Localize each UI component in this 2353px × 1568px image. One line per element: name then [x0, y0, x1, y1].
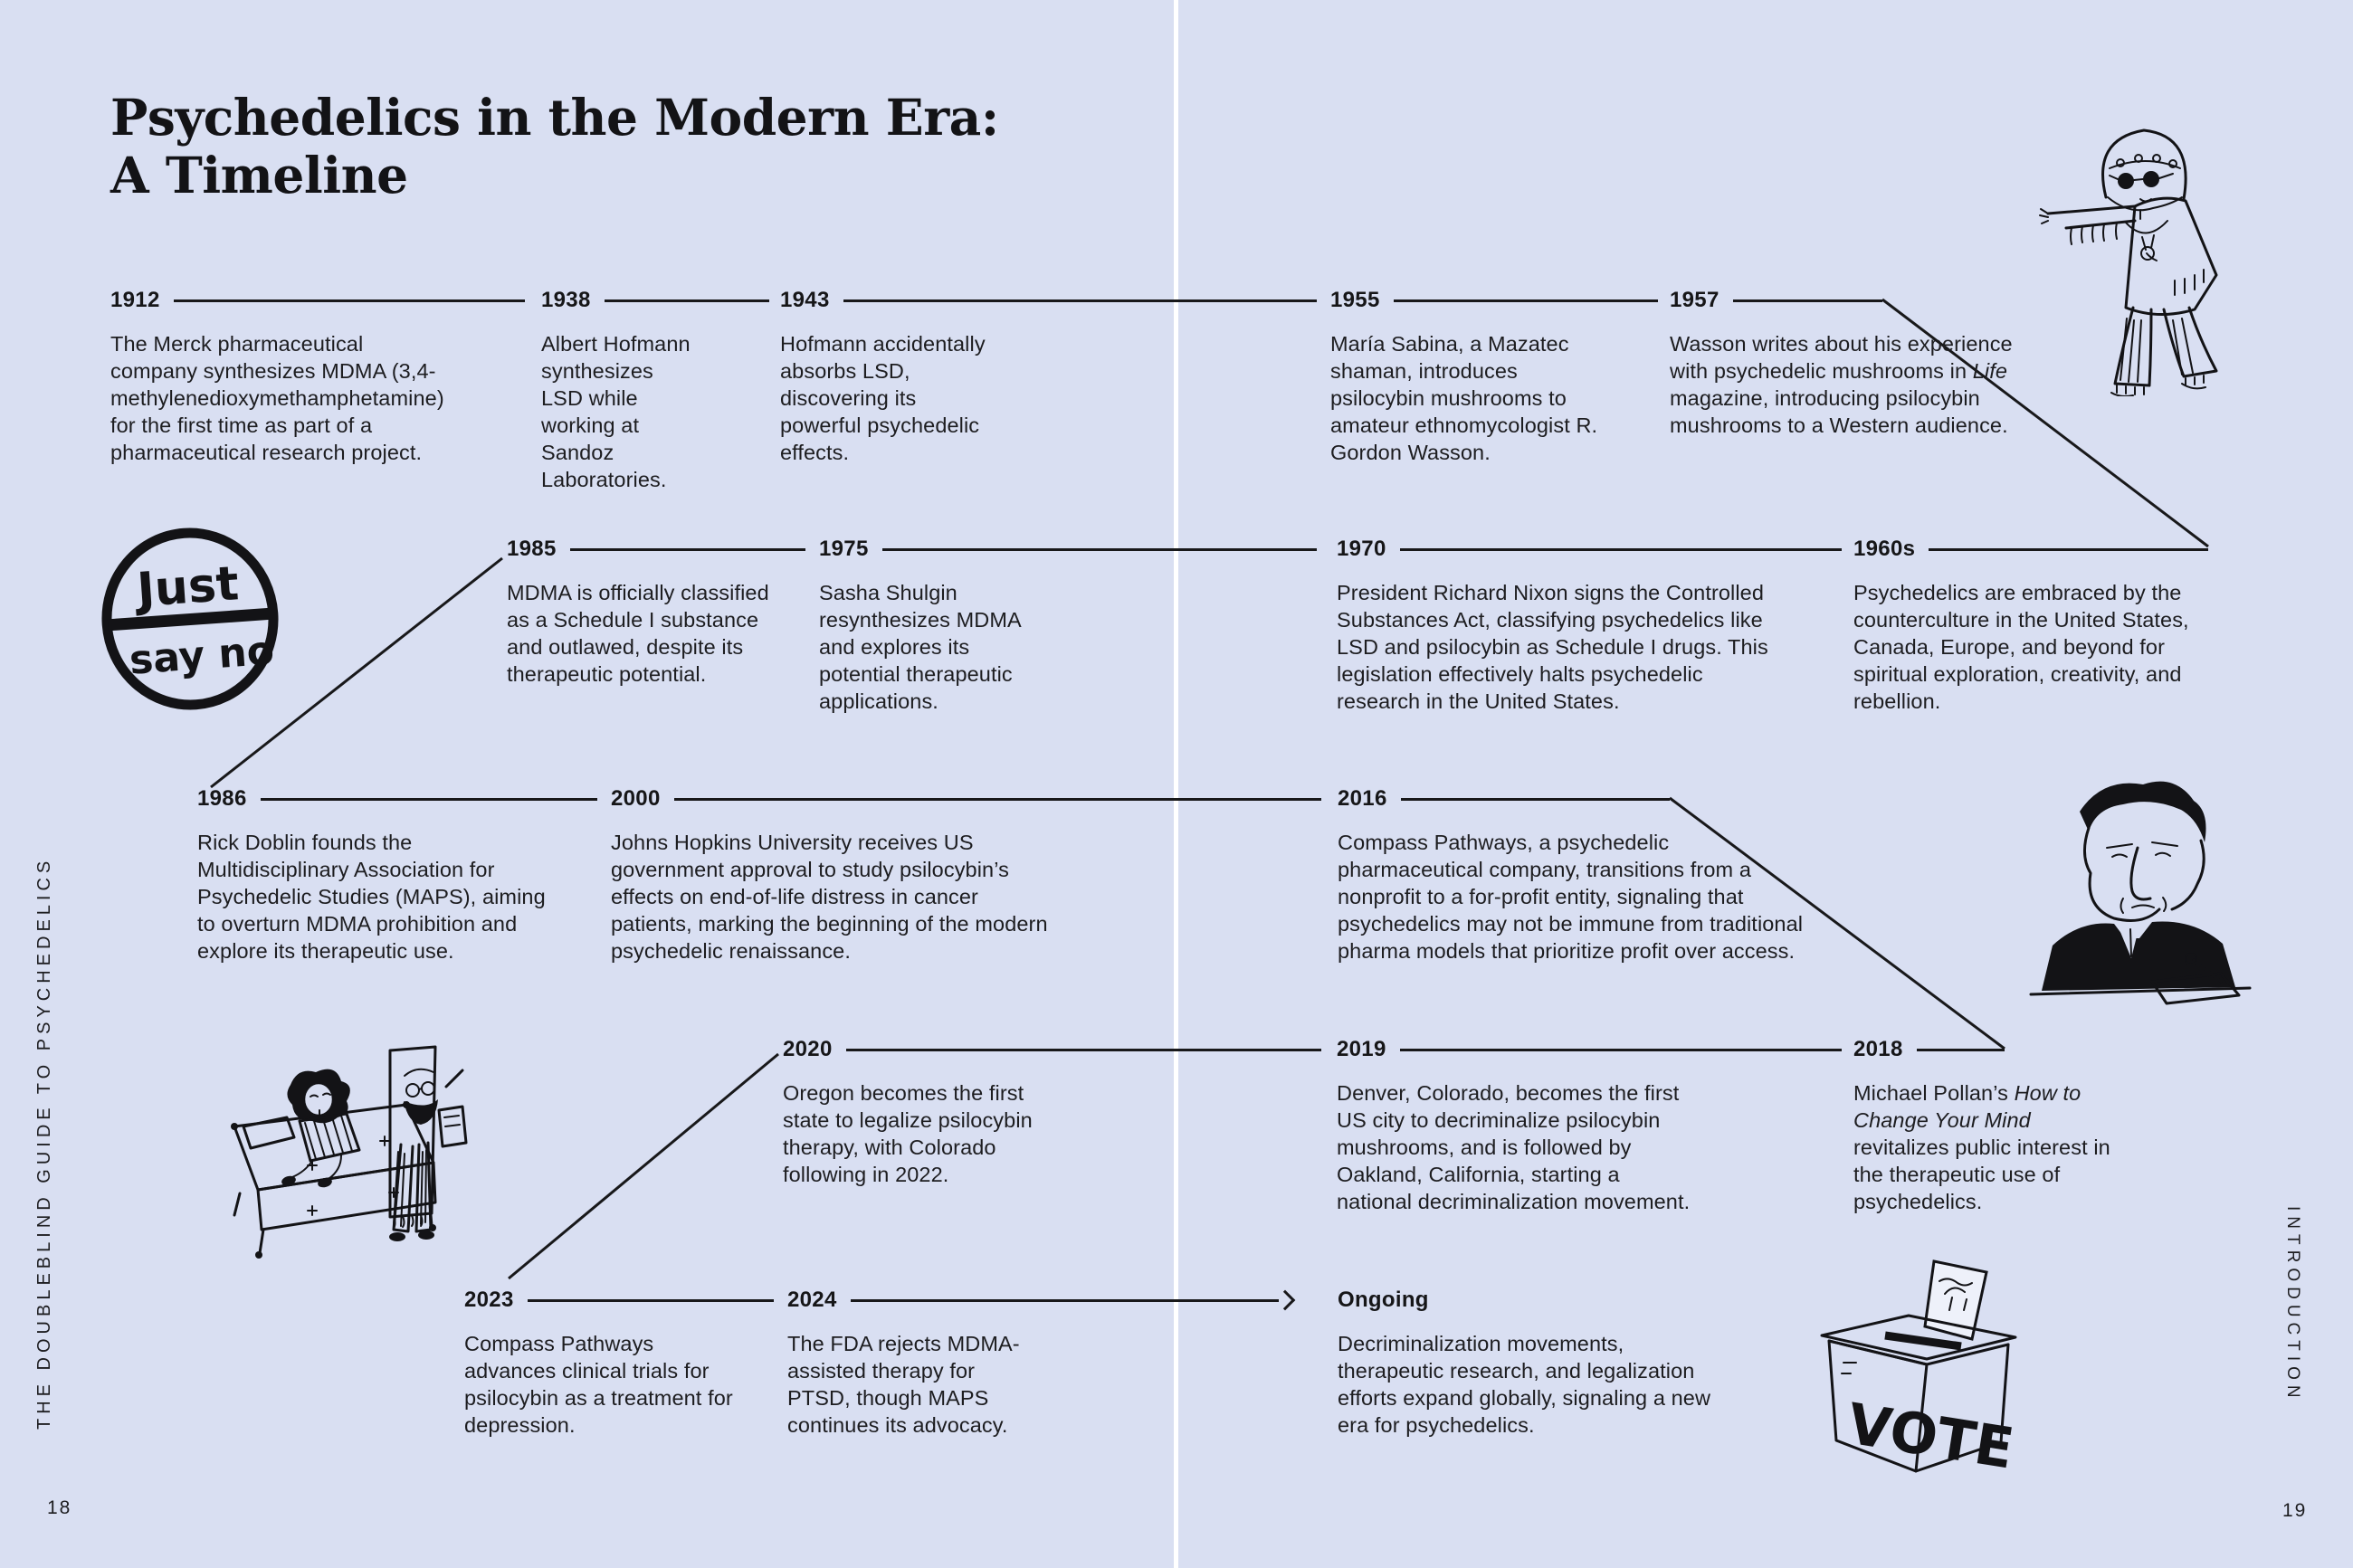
- timeline-entry-1938: [541, 287, 769, 493]
- timeline-entry-2019: [1337, 1036, 1842, 1215]
- timeline-year-row: [1853, 1036, 2005, 1063]
- doctor-glasses: [406, 1084, 419, 1097]
- timeline-entry-text: President Richard Nixon signs the Controlled Substances Act, classifying psychedelics like LSD and psilocybin as Schedule I drugs. This legislation effectively halts psychedelic research in the United States.: [1337, 581, 1768, 713]
- timeline-year-label: 2023: [464, 1288, 514, 1312]
- politician-signing-illustration: [2016, 765, 2262, 1029]
- timeline-entry-text: Albert Hofmann synthesizes LSD while working at Sandoz Laboratories.: [541, 332, 691, 491]
- timeline-entry-1943: [780, 287, 1317, 466]
- timeline-entry-text: Oregon becomes the first state to legalize psilocybin therapy, with Colorado following in 2022.: [783, 1081, 1033, 1186]
- timeline-year-row: [507, 536, 805, 563]
- timeline-year-row: [787, 1287, 1292, 1314]
- timeline-year-row: [1337, 536, 1842, 563]
- timeline-entry-text: Decriminalization movements, therapeutic research, and legalization efforts expand globally, signaling a new era for psychedelics.: [1338, 1332, 1711, 1437]
- timeline-rule-line: [1929, 548, 2208, 551]
- timeline-rule-line: [1401, 798, 1670, 801]
- timeline-year-row: [464, 1287, 774, 1314]
- timeline-year-row: [541, 287, 769, 314]
- timeline-rule-line: [1394, 299, 1658, 302]
- timeline-rule-line: [1917, 1049, 2005, 1051]
- timeline-entry-text: Psychedelics are embraced by the counterculture in the United States, Canada, Europe, and beyond for spiritual exploration, creativity, and rebellion.: [1853, 581, 2189, 713]
- timeline-year-row: [819, 536, 1317, 563]
- timeline-entry-ongoing: [1338, 1287, 1711, 1439]
- timeline-entry-1986: [197, 785, 597, 965]
- timeline-rule-line: [570, 548, 805, 551]
- timeline-entry-2023: [464, 1287, 774, 1439]
- timeline-entry-text: Wasson writes about his experience with psychedelic mushrooms in Life magazine, introducing psilocybin mushrooms to a Western audience.: [1670, 332, 2013, 437]
- timeline-entry-text: Compass Pathways, a psychedelic pharmaceutical company, transitions from a nonprofit to a for-profit entity, signaling that psychedelics may not be immune from traditional pharma models that prioritize profit over access.: [1338, 831, 1804, 963]
- timeline-year-label: 1938: [541, 288, 591, 312]
- timeline-year-row: [780, 287, 1317, 314]
- timeline-year-label: 1912: [110, 288, 160, 312]
- timeline-year-label: 1986: [197, 786, 247, 811]
- timeline-rule-line: [1733, 299, 1882, 302]
- ballot-paper: [1925, 1261, 1986, 1339]
- politician-hair: [2080, 782, 2206, 842]
- timeline-entry-text: The FDA rejects MDMA-assisted therapy for PTSD, though MAPS continues its advocacy.: [787, 1332, 1020, 1437]
- timeline-rule-line: [174, 299, 525, 302]
- politician-suit: [2042, 922, 2235, 992]
- timeline-entry-2016: [1338, 785, 1804, 965]
- timeline-year-row: [783, 1036, 1321, 1063]
- timeline-rule-line: [882, 548, 1317, 551]
- badge-text-top: Just: [135, 556, 241, 618]
- timeline-entry-text: María Sabina, a Mazatec shaman, introduces psilocybin mushrooms to amateur ethnomycologist R. Gordon Wasson.: [1330, 332, 1598, 464]
- timeline-entry-1985: [507, 536, 805, 688]
- timeline-entry-text: Michael Pollan’s How to Change Your Mind revitalizes public interest in the therapeutic use of psychedelics.: [1853, 1081, 2110, 1213]
- timeline-entry-text: Hofmann accidentally absorbs LSD, discovering its powerful psychedelic effects.: [780, 332, 986, 464]
- timeline-year-row: [1853, 536, 2208, 563]
- timeline-entry-1970: [1337, 536, 1842, 715]
- badge-text-bottom: say no: [128, 627, 276, 684]
- page-number-right: 19: [2282, 1500, 2308, 1521]
- ballot-box-label: VOTE: [1843, 1390, 2019, 1482]
- timeline-entry-text: Johns Hopkins University receives US government approval to study psilocybin’s effects on end-of-life distress in cancer patients, marking the beginning of the modern psychedelic renaissance.: [611, 831, 1048, 963]
- spine-text-right: INTRODUCTION: [2283, 1206, 2302, 1403]
- ballot-slot: [1885, 1335, 1961, 1346]
- timeline-year-label: 2020: [783, 1037, 833, 1061]
- timeline-rule-line: [528, 1299, 774, 1302]
- just-say-no-badge: [100, 527, 281, 712]
- timeline-year-label: 1943: [780, 288, 830, 312]
- timeline-rule-line: [605, 299, 769, 302]
- page-title-line-2: A Timeline: [110, 146, 408, 204]
- timeline-year-row: [1670, 287, 1882, 314]
- timeline-entry-1912: [110, 287, 525, 466]
- page-title: [110, 89, 999, 204]
- timeline-year-label: 1960s: [1853, 537, 1916, 561]
- timeline-entry-2020: [783, 1036, 1321, 1188]
- timeline-year-row: [1338, 785, 1670, 813]
- timeline-year-label: 2024: [787, 1288, 837, 1312]
- page-number-left: 18: [47, 1497, 72, 1518]
- timeline-year-row: [1338, 1287, 1537, 1314]
- timeline-rule-line: [1400, 1049, 1842, 1051]
- timeline-entry-text: MDMA is officially classified as a Schedule I substance and outlawed, despite its therapeutic potential.: [507, 581, 769, 686]
- timeline-year-row: [1337, 1036, 1842, 1063]
- timeline-rule-line: [846, 1049, 1321, 1051]
- timeline-rule-line: [1400, 548, 1842, 551]
- timeline-year-label: 1985: [507, 537, 557, 561]
- timeline-rule-line: [261, 798, 597, 801]
- timeline-entry-2018: [1853, 1036, 2110, 1215]
- therapy-session-illustration: [204, 1025, 475, 1271]
- timeline-entry-1975: [819, 536, 1317, 715]
- timeline-year-row: [110, 287, 525, 314]
- hippie-hair: [2103, 130, 2186, 199]
- timeline-entry-text: The Merck pharmaceutical company synthesizes MDMA (3,4-methylenedioxymethamphetamine) for the first time as part of a pharmaceutical research project.: [110, 332, 444, 464]
- timeline-year-label: 2019: [1337, 1037, 1386, 1061]
- hippie-figure-illustration: [2039, 116, 2247, 396]
- doctor-pen: [446, 1070, 462, 1087]
- page-title-line-1: Psychedelics in the Modern Era:: [110, 88, 999, 147]
- timeline-entry-1960s: [1853, 536, 2208, 715]
- timeline-year-row: [611, 785, 1321, 813]
- timeline-rule-line: [843, 299, 1317, 302]
- timeline-entry-1955: [1330, 287, 1658, 466]
- timeline-year-label: 1955: [1330, 288, 1380, 312]
- ballot-box-illustration: [1798, 1254, 2043, 1486]
- timeline-entry-text: Sasha Shulgin resynthesizes MDMA and explores its potential therapeutic applications.: [819, 581, 1021, 713]
- timeline-rule-line: [674, 798, 1321, 801]
- timeline-entry-2024: [787, 1287, 1292, 1439]
- timeline-entry-text: Rick Doblin founds the Multidisciplinary Association for Psychedelic Studies (MAPS), aiming to overturn MDMA prohibition and explore its therapeutic use.: [197, 831, 546, 963]
- spine-text-left: THE DOUBLEBLIND GUIDE TO PSYCHEDELICS: [34, 856, 54, 1430]
- timeline-year-label: 1957: [1670, 288, 1720, 312]
- timeline-year-label: 2000: [611, 786, 661, 811]
- timeline-year-label: 2016: [1338, 786, 1387, 811]
- timeline-entry-1957: [1670, 287, 2013, 439]
- arrow-head-icon: [1275, 1290, 1296, 1311]
- timeline-year-label: 1970: [1337, 537, 1386, 561]
- timeline-entry-text: Compass Pathways advances clinical trials for psilocybin as a treatment for depression.: [464, 1332, 733, 1437]
- timeline-entry-2000: [611, 785, 1321, 965]
- timeline-year-row: [197, 785, 597, 813]
- timeline-entry-text: Denver, Colorado, becomes the first US city to decriminalize psilocybin mushrooms, and is followed by Oakland, California, starting a national decriminalization movement.: [1337, 1081, 1691, 1213]
- politician-nose: [2131, 848, 2150, 899]
- timeline-rule-line: [851, 1299, 1279, 1302]
- timeline-year-label: 1975: [819, 537, 869, 561]
- timeline-year-row: [1330, 287, 1658, 314]
- hippie-sunglasses: [2118, 173, 2134, 189]
- timeline-year-label: Ongoing: [1338, 1288, 1429, 1312]
- timeline-year-label: 2018: [1853, 1037, 1903, 1061]
- pillow: [243, 1117, 294, 1148]
